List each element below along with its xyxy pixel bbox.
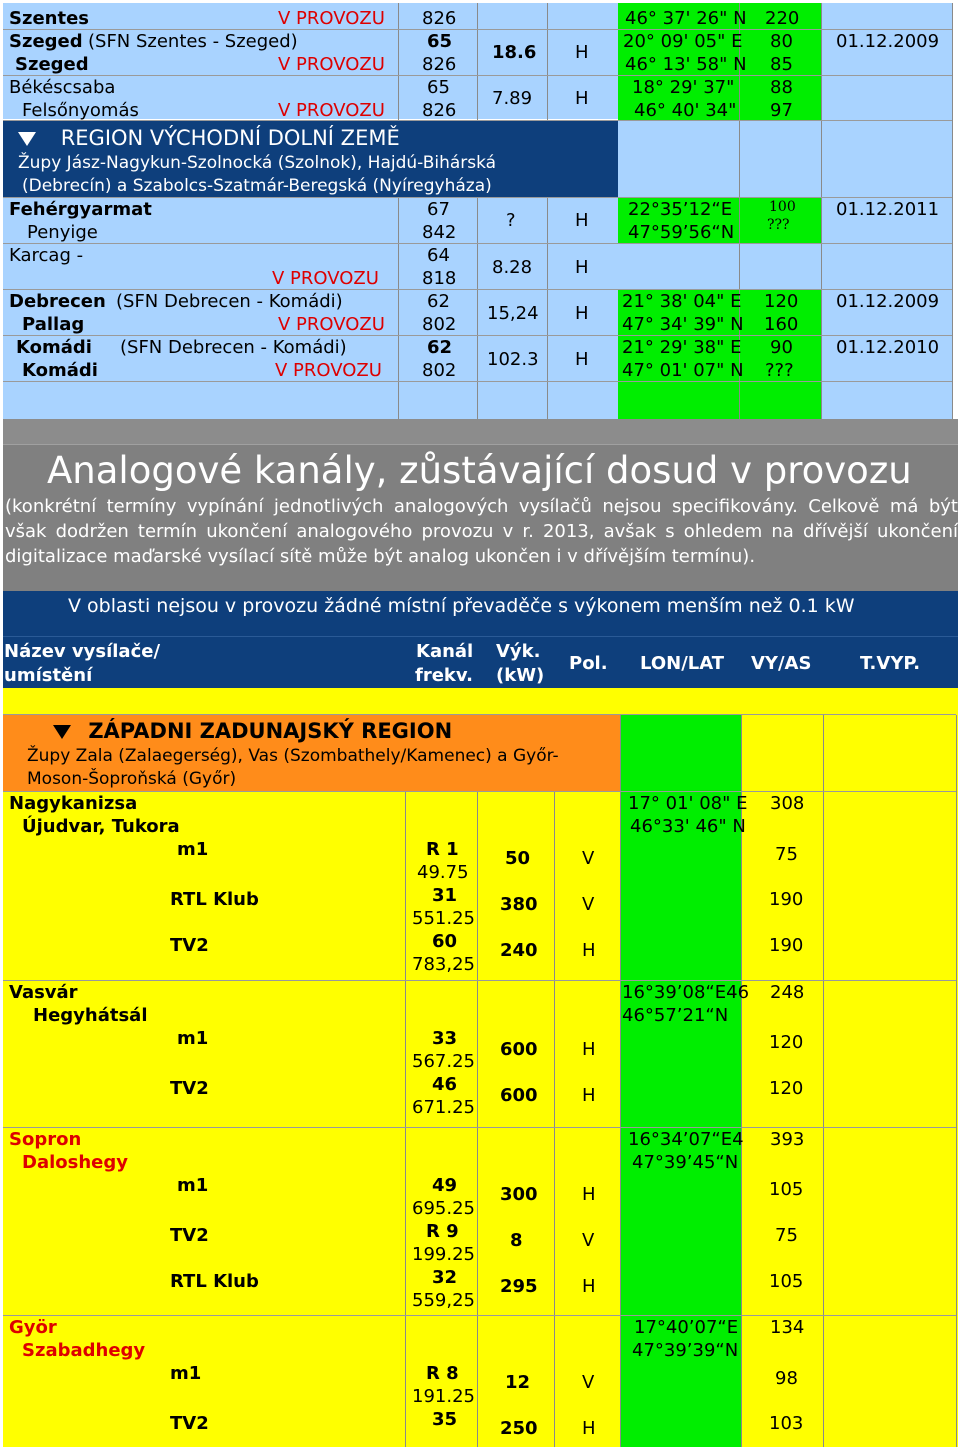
height: 160 — [764, 314, 799, 335]
polarization: H — [575, 349, 589, 370]
coord: 47°39’39“N — [632, 1340, 739, 1361]
power: 300 — [500, 1184, 538, 1205]
col-header-channel: Kanál — [416, 641, 474, 662]
polarization: V — [582, 1230, 595, 1251]
switch-off-date: 01.12.2009 — [836, 291, 940, 312]
program-name: m1 — [177, 1175, 209, 1196]
coord: 16°39’08“E46 — [622, 982, 750, 1003]
program-name: RTL Klub — [170, 889, 259, 910]
west-region-bg — [3, 688, 958, 1447]
power: 102.3 — [487, 349, 539, 370]
polarization: H — [575, 303, 589, 324]
frequency: 802 — [422, 314, 457, 335]
coord: 47° 34' 39" N — [622, 314, 744, 335]
height: ??? — [765, 360, 794, 381]
height: 120 — [764, 291, 799, 312]
col-header-name: Název vysílače/ — [4, 641, 161, 662]
frequency: 551.25 — [412, 908, 475, 929]
height: 85 — [770, 54, 793, 75]
channel: R 9 — [426, 1221, 459, 1242]
antenna-height: 75 — [775, 844, 798, 865]
antenna-height: 120 — [769, 1078, 804, 1099]
coord: 21° 38' 04" E — [622, 291, 742, 312]
polarization: H — [582, 1276, 596, 1297]
site-vasvar: Vasvár — [9, 982, 78, 1003]
polarization: V — [582, 1372, 595, 1393]
site-komadi: Komádi — [16, 337, 92, 358]
channel: R 1 — [426, 839, 459, 860]
status-label: V PROVOZU — [278, 8, 385, 29]
height: 100 — [769, 199, 796, 215]
coord: 47°59’56“N — [628, 222, 735, 243]
site-location: Szeged — [15, 54, 89, 75]
antenna-height: 98 — [775, 1368, 798, 1389]
collapse-triangle-icon — [18, 132, 36, 146]
region-desc-1: Župy Jász-Nagykun-Szolnocká (Szolnok), Hajdú-Bihárská — [18, 153, 497, 173]
col-header-power-2: (kW) — [496, 665, 545, 686]
sfn-note: (SFN Debrecen - Komádi) — [120, 337, 347, 358]
program-name: TV2 — [170, 1078, 209, 1099]
height: 80 — [770, 31, 793, 52]
site-gyor: Györ — [9, 1317, 57, 1338]
power: 600 — [500, 1039, 538, 1060]
coord: 17° 01' 08" E — [628, 793, 748, 814]
program-name: m1 — [177, 839, 209, 860]
site-karcag: Karcag - — [9, 245, 84, 266]
power: 15,24 — [487, 303, 539, 324]
site-height: 134 — [770, 1317, 805, 1338]
power: 240 — [500, 940, 538, 961]
frequency: 199.25 — [412, 1244, 475, 1265]
site-location: Komádi — [22, 360, 98, 381]
analog-heading: Analogové kanály, zůstávající dosud v provozu — [47, 449, 912, 492]
coord: 46° 40' 34" — [634, 100, 737, 121]
region-desc-2: (Debrecín) a Szabolcs-Szatmár-Beregská (Nyíregyháza) — [22, 176, 492, 196]
polarization: H — [582, 1418, 596, 1439]
polarization: H — [582, 1184, 596, 1205]
channel: 31 — [432, 885, 458, 906]
program-name: TV2 — [170, 935, 209, 956]
channel: 65 — [427, 77, 450, 98]
site-location: Penyige — [27, 222, 98, 243]
site-height: 248 — [770, 982, 805, 1003]
height: 97 — [770, 100, 793, 121]
status-label: V PROVOZU — [278, 54, 385, 75]
frequency: 191.25 — [412, 1386, 475, 1407]
power: 12 — [505, 1372, 531, 1393]
site-fehergyarmat: Fehérgyarmat — [9, 199, 152, 220]
power: ? — [506, 210, 516, 231]
coord: 46°57’21“N — [622, 1005, 729, 1026]
sfn-note: (SFN Debrecen - Komádi) — [116, 291, 343, 312]
collapse-triangle-icon — [53, 725, 71, 739]
frequency: 842 — [422, 222, 457, 243]
polarization: H — [582, 1085, 596, 1106]
frequency: 567.25 — [412, 1051, 475, 1072]
power: 18.6 — [492, 42, 537, 63]
polarization: H — [575, 88, 589, 109]
coord: 47° 01' 07" N — [622, 360, 744, 381]
frequency: 49.75 — [417, 862, 469, 883]
region2-desc-1: Župy Zala (Zalaegerség), Vas (Szombathely/Kamenec) a Győr- — [27, 746, 559, 766]
power: 50 — [505, 848, 531, 869]
frequency: 671.25 — [412, 1097, 475, 1118]
site-location: Felsőnyomás — [22, 100, 139, 121]
program-name: m1 — [170, 1363, 202, 1384]
site-szeged: Szeged — [9, 31, 83, 52]
channel: 46 — [432, 1074, 458, 1095]
channel: 60 — [432, 931, 458, 952]
col-header-channel-2: frekv. — [415, 665, 473, 686]
height: 88 — [770, 77, 793, 98]
col-header-pol: Pol. — [569, 653, 608, 674]
frequency: 818 — [422, 268, 457, 289]
region2-title: ZÁPADNI ZADUNAJSKÝ REGION — [53, 718, 452, 744]
channel: 33 — [432, 1028, 458, 1049]
coord: 18° 29' 37" — [632, 77, 735, 98]
program-name: RTL Klub — [170, 1271, 259, 1292]
site-height: 308 — [770, 793, 805, 814]
program-name: TV2 — [170, 1225, 209, 1246]
switch-off-date: 01.12.2010 — [836, 337, 940, 358]
col-header-tvyp: T.VYP. — [860, 653, 921, 674]
site-debrecen: Debrecen — [9, 291, 106, 312]
status-label: V PROVOZU — [275, 360, 382, 381]
frequency: 695.25 — [412, 1198, 475, 1219]
col-header-name-2: umístění — [4, 665, 93, 686]
site-location: Hegyhátsál — [33, 1005, 148, 1026]
frequency: 559,25 — [412, 1290, 475, 1311]
antenna-height: 190 — [769, 889, 804, 910]
col-header-vyas: VY/AS — [751, 653, 812, 674]
height: 90 — [770, 337, 793, 358]
polarization: H — [575, 42, 589, 63]
antenna-height: 105 — [769, 1271, 804, 1292]
power: 8.28 — [492, 257, 533, 278]
site-location: Pallag — [22, 314, 85, 335]
program-name: m1 — [177, 1028, 209, 1049]
channel: 64 — [427, 245, 450, 266]
antenna-height: 190 — [769, 935, 804, 956]
polarization: H — [582, 940, 596, 961]
site-sopron: Sopron — [9, 1129, 82, 1150]
frequency: 826 — [422, 8, 457, 29]
sfn-note: (SFN Szentes - Szeged) — [88, 31, 298, 52]
status-label: V PROVOZU — [278, 314, 385, 335]
power: 380 — [500, 894, 538, 915]
coord: 22°35’12“E — [628, 199, 733, 220]
coord: 46° 13' 58" N — [625, 54, 747, 75]
polarization: V — [582, 848, 595, 869]
antenna-height: 75 — [775, 1225, 798, 1246]
coord: 20° 09' 05" E — [623, 31, 743, 52]
power: 7.89 — [492, 88, 533, 109]
col-header-lonlat: LON/LAT — [640, 653, 725, 674]
status-label: V PROVOZU — [272, 268, 379, 289]
analog-description: (konkrétní termíny vypínání jednotlivých analogových vysílačů nejsou specifikovány. Celkově má být však dodržen termín ukončení analogového provozu v r. 2013, avšak s ohledem na dřívější ukončení digitalizace maďarské vysílací sítě může být analog ukončen i v dřívějším termínu). — [5, 496, 958, 567]
coord: 46° 37' 26" N — [625, 8, 747, 29]
col-header-power: Výk. — [496, 641, 541, 662]
channel: 32 — [432, 1267, 458, 1288]
antenna-height: 103 — [769, 1413, 804, 1434]
height: 220 — [765, 8, 800, 29]
site-location: Szabadhegy — [22, 1340, 146, 1361]
power: 600 — [500, 1085, 538, 1106]
height: ??? — [767, 217, 790, 233]
channel: 35 — [432, 1409, 458, 1430]
site-location: Újudvar, Tukora — [22, 816, 180, 837]
frequency: 783,25 — [412, 954, 475, 975]
channel: 65 — [427, 31, 453, 52]
site-location: Daloshegy — [22, 1152, 128, 1173]
status-label: V PROVOZU — [278, 100, 385, 121]
power: 250 — [500, 1418, 538, 1439]
power: 8 — [510, 1230, 523, 1251]
polarization: V — [582, 894, 595, 915]
channel: 67 — [427, 199, 450, 220]
switch-off-date: 01.12.2011 — [836, 199, 940, 220]
frequency: 802 — [422, 360, 457, 381]
region2-desc-2: Moson-Šoproňská (Győr) — [27, 769, 237, 789]
channel: 62 — [427, 291, 450, 312]
polarization: H — [575, 210, 589, 231]
program-name: TV2 — [170, 1413, 209, 1434]
coord: 46°33' 46" N — [630, 816, 746, 837]
frequency: 826 — [422, 100, 457, 121]
repeater-notice: V oblasti nejsou v provozu žádné místní převaděče s výkonem menším než 0.1 kW — [68, 595, 855, 617]
coord: 17°40’07“E — [634, 1317, 739, 1338]
channel: 49 — [432, 1175, 458, 1196]
channel: 62 — [427, 337, 453, 358]
coord: 16°34’07“E4 — [628, 1129, 744, 1150]
site-szentes: Szentes — [9, 8, 89, 29]
region-title: REGION VÝCHODNÍ DOLNÍ ZEMĚ — [18, 125, 400, 151]
coord: 47°39’45“N — [632, 1152, 739, 1173]
switch-off-date: 01.12.2009 — [836, 31, 940, 52]
site-nagykanizsa: Nagykanizsa — [9, 793, 138, 814]
power: 295 — [500, 1276, 538, 1297]
antenna-height: 120 — [769, 1032, 804, 1053]
polarization: H — [582, 1039, 596, 1060]
site-height: 393 — [770, 1129, 805, 1150]
site-bekescsaba: Békéscsaba — [9, 77, 116, 98]
polarization: H — [575, 257, 589, 278]
frequency: 826 — [422, 54, 457, 75]
channel: R 8 — [426, 1363, 459, 1384]
coord: 21° 29' 38" E — [622, 337, 742, 358]
antenna-height: 105 — [769, 1179, 804, 1200]
